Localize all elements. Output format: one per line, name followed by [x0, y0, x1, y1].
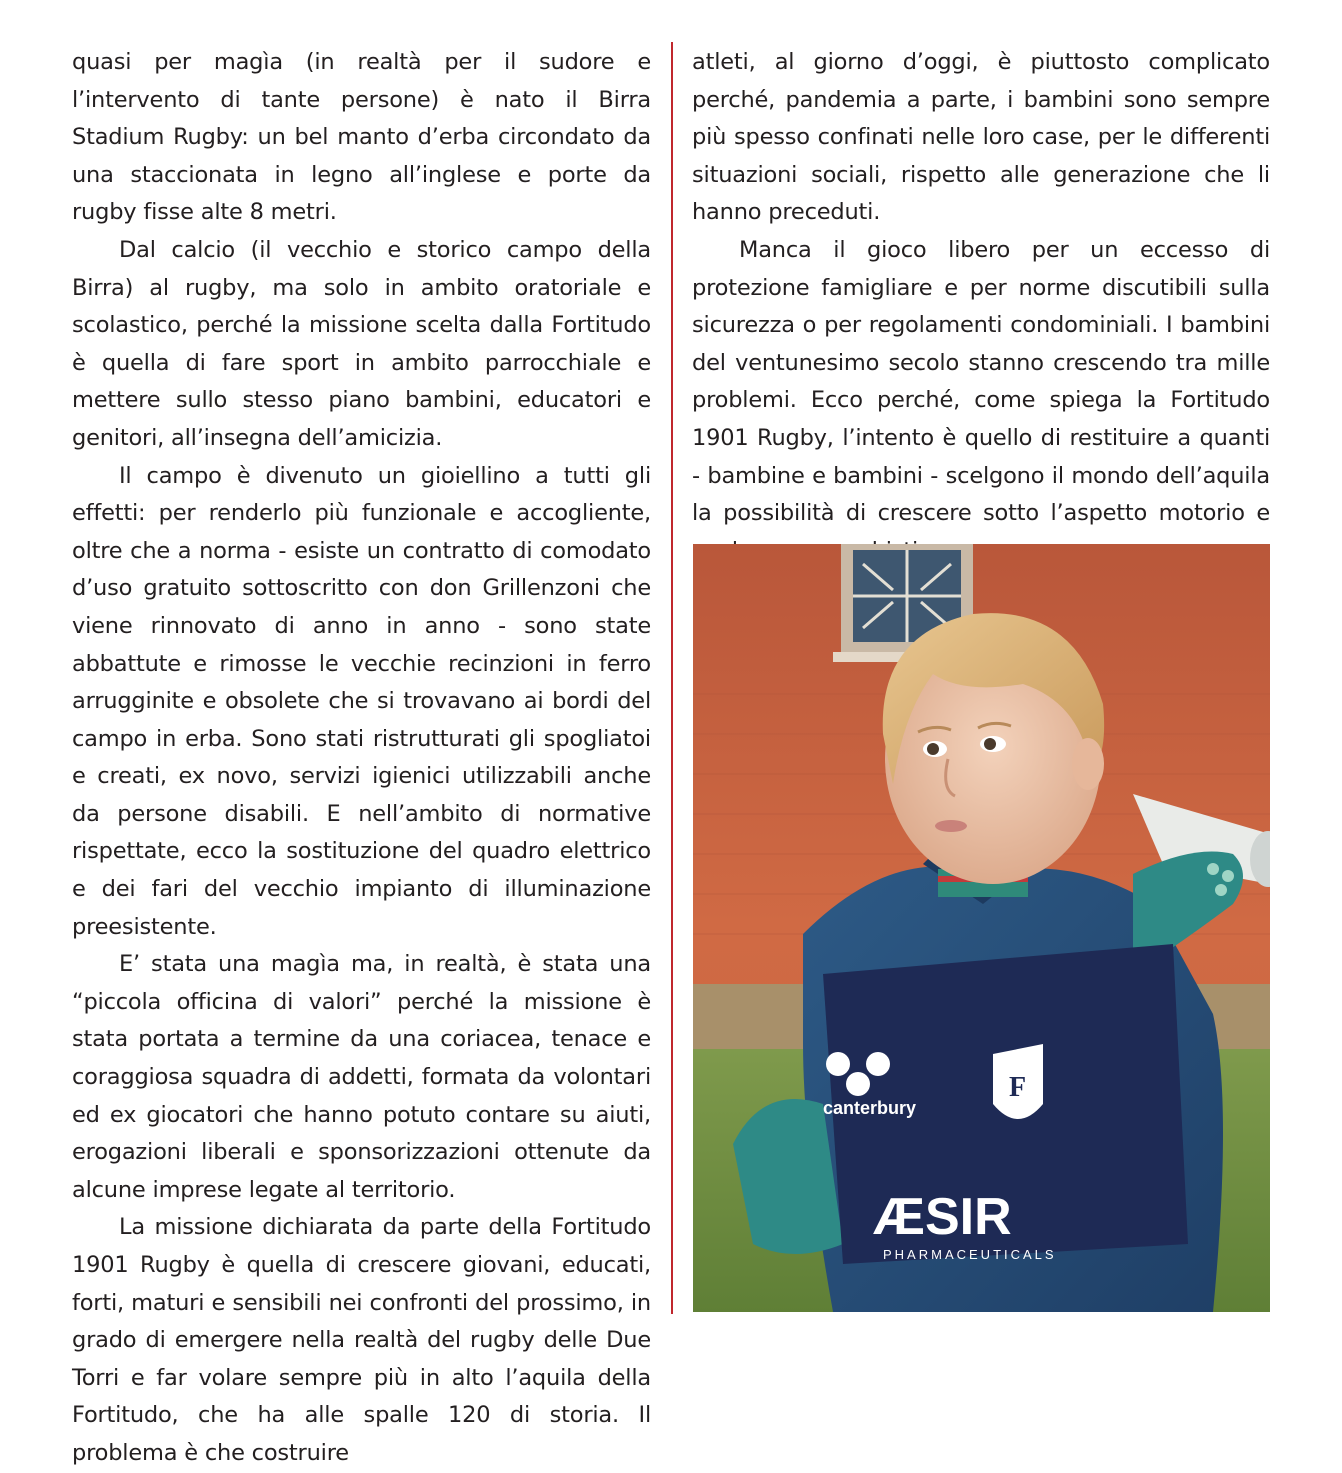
- paragraph: Il campo è divenuto un gioiellino a tutti gli effetti: per renderlo più funzionale e accogliente, oltre che a norma - esiste un contratto di comodato d’uso gratuito sottoscritto con don Grillenzoni che viene rinnovato di anno in anno - sono state abbattute e rimosse le vecchie recinzioni in ferro arrugginite e obsolete che si trovavano ai bordi del campo in erba. Sono stati ristrutturati gli spogliatoi e creati, ex novo, servizi igienici utilizzabili anche da persone disabili. E nell’ambito di normative rispettate, ecco la sostituzione del quadro elettrico e dei fari del vecchio impianto di illuminazione preesistente.: [72, 462, 651, 940]
- paragraph: atleti, al giorno d’oggi, è piuttosto complicato perché, pandemia a parte, i bambini sono sempre più spesso confinati nelle loro case, per le differenti situazioni sociali, rispetto alle generazione che li hanno preceduti.: [692, 49, 1270, 226]
- paragraph: E’ stata una magìa ma, in realtà, è stata una “piccola officina di valori” perché la missione è stata portata a termine da una coriacea, tenace e coraggiosa squadra di addetti, formata da volontari ed ex giocatori che hanno potuto contare su aiuti, erogazioni liberali e sponsorizzazioni ottenute da alcune imprese legate al territorio.: [72, 951, 651, 1203]
- left-text-column: [72, 44, 651, 1473]
- paragraph: La missione dichiarata da parte della Fortitudo 1901 Rugby è quella di crescere giovani, educati, forti, maturi e sensibili nei confronti del prossimo, in grado di emergere nella realtà del rugby delle Due Torri e far volare sempre più in alto l’aquila della Fortitudo, che ha alle spalle 120 di storia. Il problema è che costruire: [72, 1214, 651, 1466]
- column-divider: [671, 42, 673, 1314]
- sponsor-text: ÆSIR: [873, 1188, 1012, 1246]
- shirt-brand-text: canterbury: [823, 1098, 917, 1118]
- right-text-column: [692, 44, 1270, 608]
- child-rugby-photo: [693, 544, 1270, 1312]
- sponsor-sub-text: PHARMACEUTICALS: [883, 1247, 1057, 1262]
- paragraph: Manca il gioco libero per un eccesso di protezione famigliare e per norme discutibili sulla sicurezza o per regolamenti condominiali. I bambini del ventunesimo secolo stanno crescendo tra mille problemi. Ecco perché, come spiega la Fortitudo 1901 Rugby, l’intento è quello di restituire a quanti - bambine e bambini - scelgono il mondo dell’aquila la possibilità di crescere sotto l’aspetto motorio e: [692, 236, 1270, 527]
- paragraph: quasi per magìa (in realtà per il sudore e l’intervento di tante persone) è nato il Birra Stadium Rugby: un bel manto d’erba circondato da una staccionata in legno all’inglese e porte da rugby fisse alte 8 metri.: [72, 49, 651, 226]
- paragraph: Dal calcio (il vecchio e storico campo della Birra) al rugby, ma solo in ambito oratoriale e scolastico, perché la missione scelta dalla Fortitudo è quella di fare sport in ambito parrocchiale e mettere sullo stesso piano bambini, educatori e genitori, all’insegna dell’amicizia.: [72, 236, 651, 451]
- crest-letter: F: [1009, 1072, 1027, 1103]
- photo-illustration: [693, 544, 1270, 1312]
